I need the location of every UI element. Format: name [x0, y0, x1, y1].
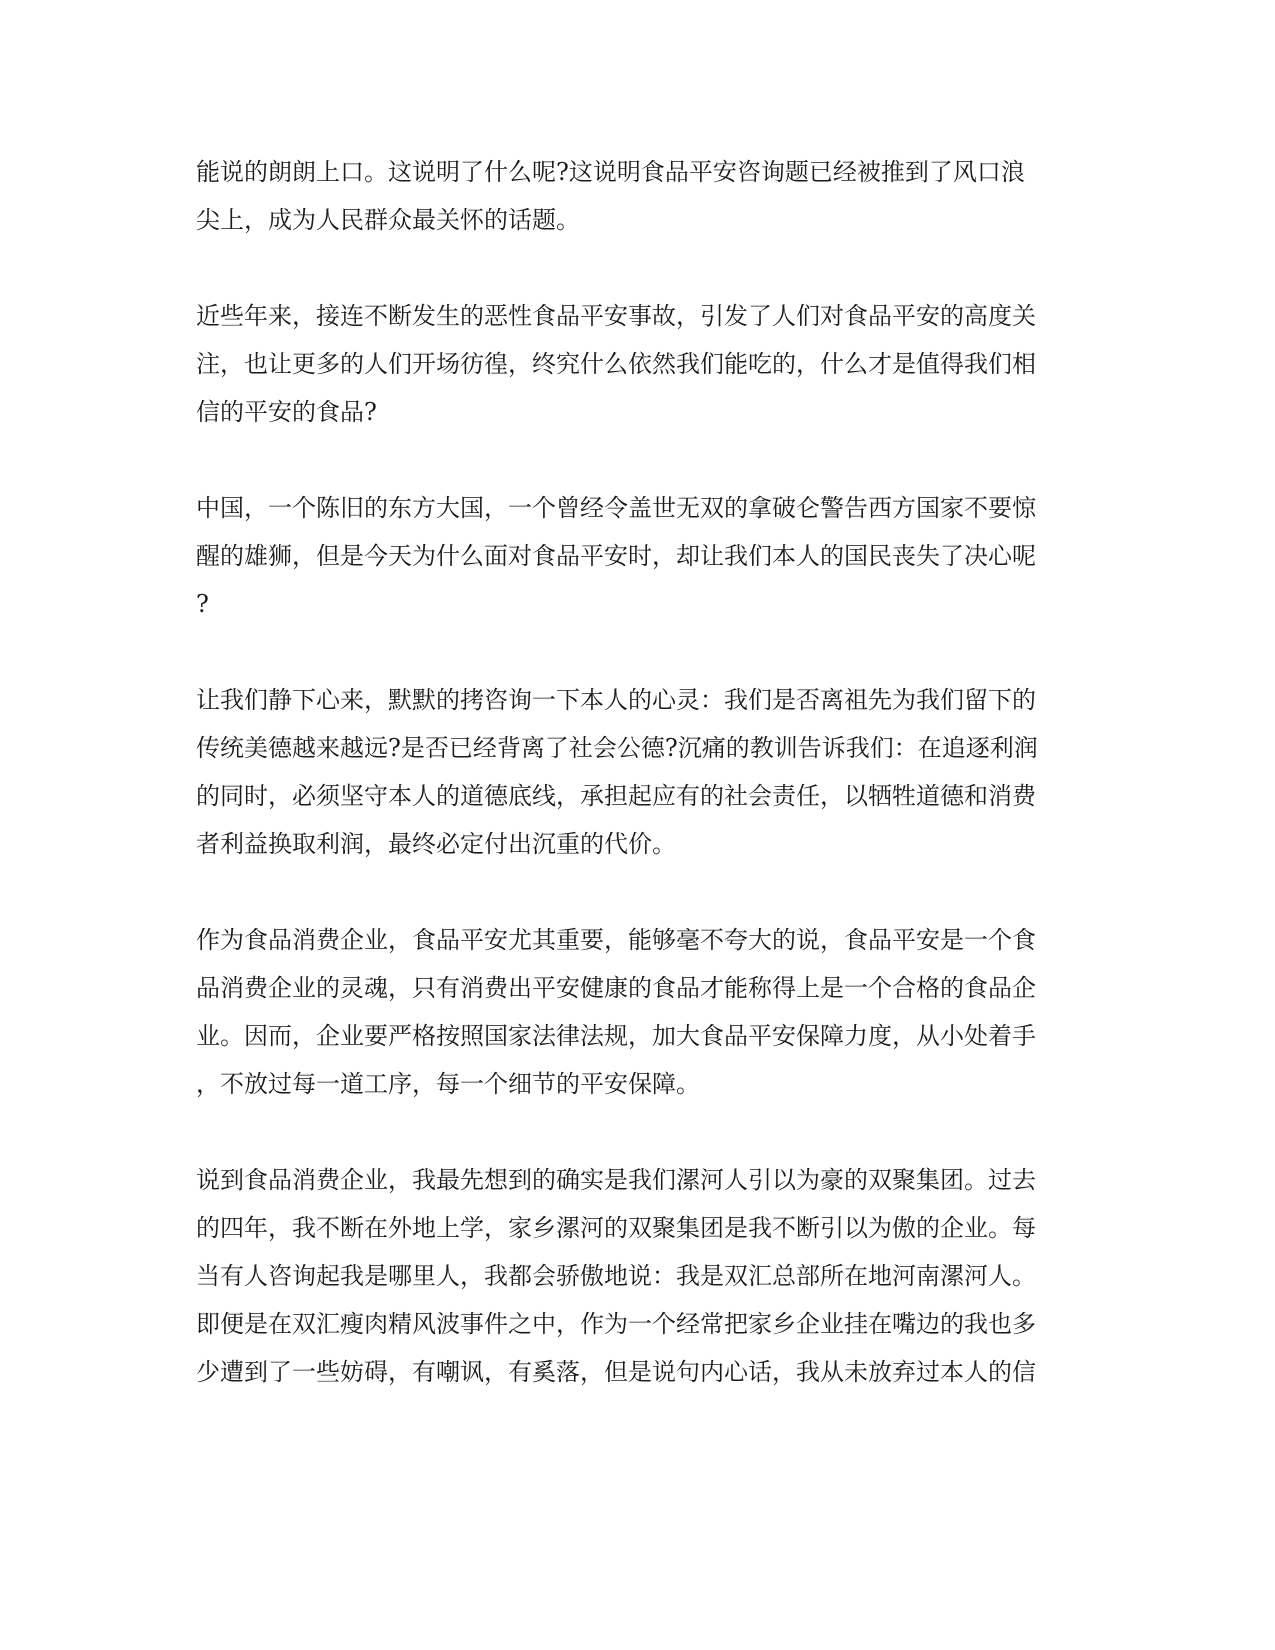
document-body	[196, 148, 1076, 1444]
text-line: 作为食品消费企业，食品平安尤其重要，能够毫不夸大的说，食品平安是一个食	[196, 926, 1036, 954]
text-line: ，不放过每一道工序，每一个细节的平安保障。	[196, 1070, 700, 1098]
text-line: 品消费企业的灵魂，只有消费出平安健康的食品才能称得上是一个合格的食品企	[196, 974, 1036, 1002]
text-line: 即便是在双汇瘦肉精风波事件之中，作为一个经常把家乡企业挂在嘴边的我也多	[196, 1310, 1036, 1338]
text-line: 醒的雄狮，但是今天为什么面对食品平安时，却让我们本人的国民丧失了决心呢	[196, 542, 1036, 570]
text-line: 信的平安的食品?	[196, 398, 377, 426]
text-line: 传统美德越来越远?是否已经背离了社会公德?沉痛的教训告诉我们：在追逐利润	[196, 734, 1038, 762]
text-line: 者利益换取利润，最终必定付出沉重的代价。	[196, 830, 676, 858]
text-line: 的同时，必须坚守本人的道德底线，承担起应有的社会责任，以牺牲道德和消费	[196, 782, 1036, 810]
text-line: 能说的朗朗上口。这说明了什么呢?这说明食品平安咨询题已经被推到了风口浪	[196, 158, 1025, 186]
paragraph-2	[196, 292, 1076, 436]
text-line: ?	[196, 590, 209, 618]
paragraph-5	[196, 916, 1076, 1108]
paragraph-4	[196, 676, 1076, 868]
paragraph-6	[196, 1156, 1076, 1396]
paragraph-1	[196, 148, 1076, 244]
text-line: 的四年，我不断在外地上学，家乡漯河的双聚集团是我不断引以为傲的企业。每	[196, 1214, 1036, 1242]
text-line: 说到食品消费企业，我最先想到的确实是我们漯河人引以为豪的双聚集团。过去	[196, 1166, 1036, 1194]
text-line: 中国，一个陈旧的东方大国，一个曾经令盖世无双的拿破仑警告西方国家不要惊	[196, 494, 1036, 522]
text-line: 注，也让更多的人们开场彷徨，终究什么依然我们能吃的，什么才是值得我们相	[196, 350, 1036, 378]
text-line: 少遭到了一些妨碍，有嘲讽，有奚落，但是说句内心话，我从未放弃过本人的信	[196, 1358, 1036, 1386]
text-line: 当有人咨询起我是哪里人，我都会骄傲地说：我是双汇总部所在地河南漯河人。	[196, 1262, 1036, 1290]
text-line: 近些年来，接连不断发生的恶性食品平安事故，引发了人们对食品平安的高度关	[196, 302, 1036, 330]
text-line: 尖上，成为人民群众最关怀的话题。	[196, 206, 580, 234]
text-line: 让我们静下心来，默默的拷咨询一下本人的心灵：我们是否离祖先为我们留下的	[196, 686, 1036, 714]
paragraph-3	[196, 484, 1076, 628]
text-line: 业。因而，企业要严格按照国家法律法规，加大食品平安保障力度，从小处着手	[196, 1022, 1036, 1050]
